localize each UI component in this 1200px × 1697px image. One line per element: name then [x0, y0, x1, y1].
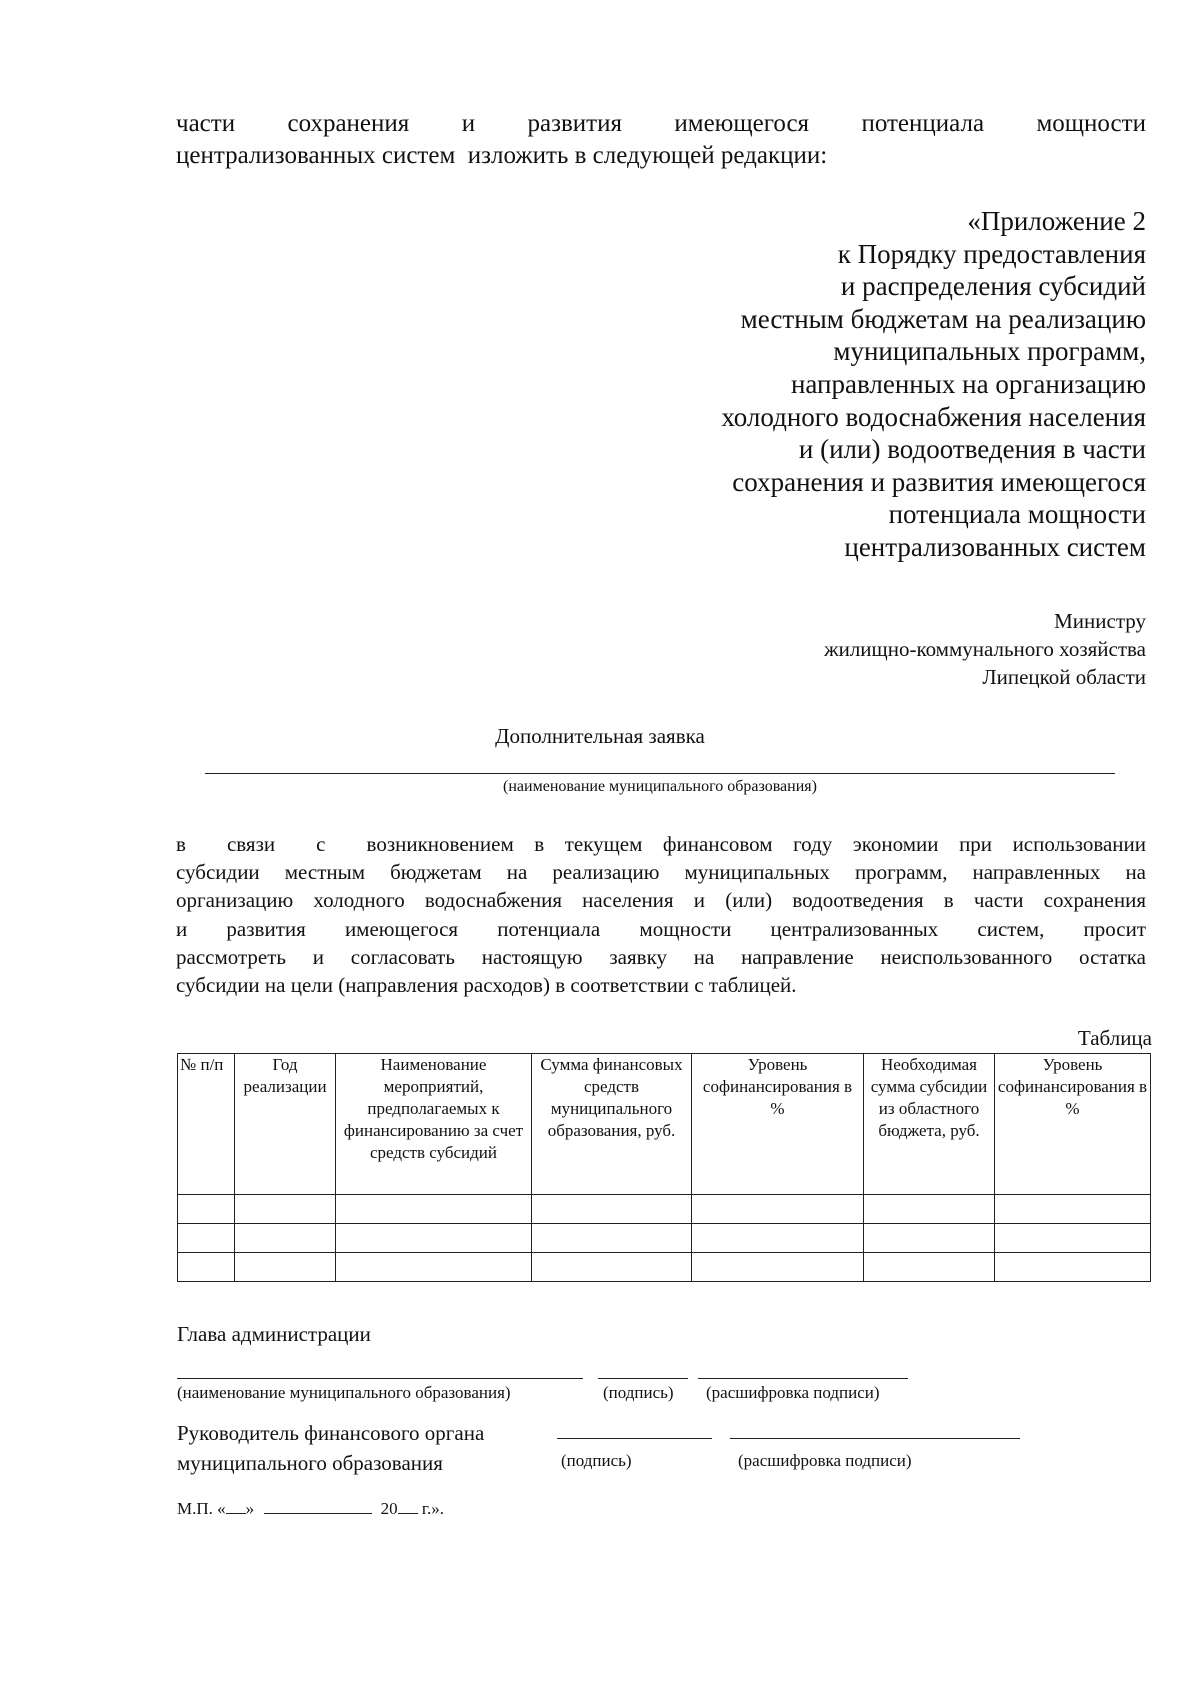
appendix-line: местным бюджетам на реализацию [740, 303, 1146, 334]
finance-signature-caption: (подпись) [561, 1451, 632, 1470]
intro-word: имеющегося [674, 110, 810, 137]
table-cell[interactable] [692, 1253, 864, 1282]
year-suffix: г.». [421, 1499, 444, 1518]
year-prefix: 20 [380, 1499, 398, 1518]
col-header-number: № п/п [178, 1054, 235, 1195]
quote-close: » [245, 1499, 255, 1518]
intro-word: развития [527, 110, 622, 137]
intro-word: части [176, 110, 236, 137]
head-signature-decode-caption: (расшифровка подписи) [706, 1383, 880, 1402]
appendix-line: централизованных систем [844, 531, 1146, 562]
municipality-name-field[interactable] [205, 773, 1115, 774]
finance-head-label-line: Руководитель финансового органа [177, 1421, 485, 1445]
appendix-line: сохранения и развития имеющегося [732, 466, 1146, 497]
col-header-year: Год реализации [235, 1054, 336, 1195]
intro-word: мощности [1036, 110, 1146, 137]
finance-head-label [177, 1418, 484, 1478]
document-title: Дополнительная заявка [495, 724, 705, 748]
finance-head-label-line: муниципального образования [177, 1451, 443, 1475]
table-row [178, 1195, 1151, 1224]
table-cell[interactable] [995, 1195, 1151, 1224]
year-field[interactable] [398, 1497, 418, 1514]
appendix-line: к Порядку предоставления [837, 238, 1146, 269]
body-line: организацию холодного водоснабжения населения и (или) водоотведения в части сохранения [176, 888, 1146, 913]
table-cell[interactable] [532, 1253, 692, 1282]
head-signature-field[interactable] [598, 1378, 688, 1379]
appendix-line: «Приложение 2 [967, 206, 1146, 236]
intro-word: сохранения [287, 110, 410, 137]
table-cell[interactable] [235, 1195, 336, 1224]
table-cell[interactable] [692, 1224, 864, 1253]
col-header-cofinancing-level: Уровень софинансирования в % [692, 1054, 864, 1195]
body-line: субсидии на цели (направления расходов) в соответствии с таблицей. [176, 973, 797, 998]
intro-line-2: централизованных систем изложить в следующей редакции: [176, 142, 828, 169]
col-header-activities: Наименование мероприятий, предполагаемых к финансированию за счет средств субсидий [336, 1054, 532, 1195]
table-cell[interactable] [336, 1224, 532, 1253]
appendix-line: муниципальных программ, [833, 336, 1146, 367]
recipient-line: Липецкой области [982, 665, 1146, 689]
body-line: в связи с возникновением в текущем финансовом году экономии при использовании [176, 832, 1146, 856]
intro-line-1 [176, 108, 1146, 140]
head-signature-caption: (подпись) [603, 1383, 674, 1402]
table-header-row [178, 1054, 1151, 1195]
col-header-cofinancing-level-2: Уровень софинансирования в % [995, 1054, 1151, 1195]
table-cell[interactable] [995, 1253, 1151, 1282]
table-cell[interactable] [692, 1195, 864, 1224]
seal-prefix: М.П. « [177, 1499, 226, 1518]
finance-signature-field[interactable] [557, 1438, 712, 1439]
body-line: рассмотреть и согласовать настоящую заявку на направление неиспользованного остатка [176, 944, 1146, 969]
day-field[interactable] [226, 1497, 246, 1514]
month-field[interactable] [264, 1497, 372, 1514]
application-table [177, 1053, 1151, 1282]
appendix-header [721, 205, 1146, 564]
head-municipality-field[interactable] [177, 1378, 583, 1379]
col-header-required-subsidy: Необходимая сумма субсидии из областного бюджета, руб. [864, 1054, 995, 1195]
table-cell[interactable] [235, 1224, 336, 1253]
table-cell[interactable] [235, 1253, 336, 1282]
head-municipality-caption: (наименование муниципального образования) [177, 1383, 511, 1402]
municipality-name-caption: (наименование муниципального образования) [503, 778, 817, 795]
appendix-line: и распределения субсидий [840, 271, 1146, 302]
intro-word: потенциала [861, 110, 985, 137]
table-cell[interactable] [336, 1195, 532, 1224]
table-label: Таблица [1077, 1026, 1152, 1050]
appendix-line: холодного водоснабжения населения [721, 401, 1146, 432]
table-cell[interactable] [178, 1195, 235, 1224]
table-cell[interactable] [864, 1195, 995, 1224]
recipient-line: Министру [1054, 609, 1146, 633]
finance-signature-decode-field[interactable] [730, 1438, 1020, 1439]
appendix-line: и (или) водоотведения в части [798, 434, 1146, 465]
table-cell[interactable] [336, 1253, 532, 1282]
table-row [178, 1253, 1151, 1282]
head-of-administration-label: Глава администрации [177, 1322, 371, 1346]
table-cell[interactable] [864, 1224, 995, 1253]
table-cell[interactable] [995, 1224, 1151, 1253]
recipient-line: жилищно-коммунального хозяйства [824, 637, 1146, 661]
table-cell[interactable] [178, 1224, 235, 1253]
appendix-line: направленных на организацию [790, 368, 1146, 399]
table-cell[interactable] [532, 1224, 692, 1253]
table-cell[interactable] [178, 1253, 235, 1282]
table-row [178, 1224, 1151, 1253]
body-paragraph [176, 830, 1146, 999]
seal-date-line [177, 1497, 444, 1519]
col-header-municipal-funds: Сумма финансовых средств муниципального образования, руб. [532, 1054, 692, 1195]
table-cell[interactable] [864, 1253, 995, 1282]
body-line: и развития имеющегося потенциала мощности централизованных систем, просит [176, 916, 1146, 941]
appendix-line: потенциала мощности [888, 499, 1146, 530]
finance-signature-decode-caption: (расшифровка подписи) [738, 1451, 912, 1470]
intro-word: и [461, 110, 476, 137]
body-line: субсидии местным бюджетам на реализацию муниципальных программ, направленных на [176, 860, 1146, 885]
table-cell[interactable] [532, 1195, 692, 1224]
intro-paragraph [176, 108, 1146, 172]
recipient-block [824, 607, 1146, 691]
head-signature-decode-field[interactable] [698, 1378, 908, 1379]
